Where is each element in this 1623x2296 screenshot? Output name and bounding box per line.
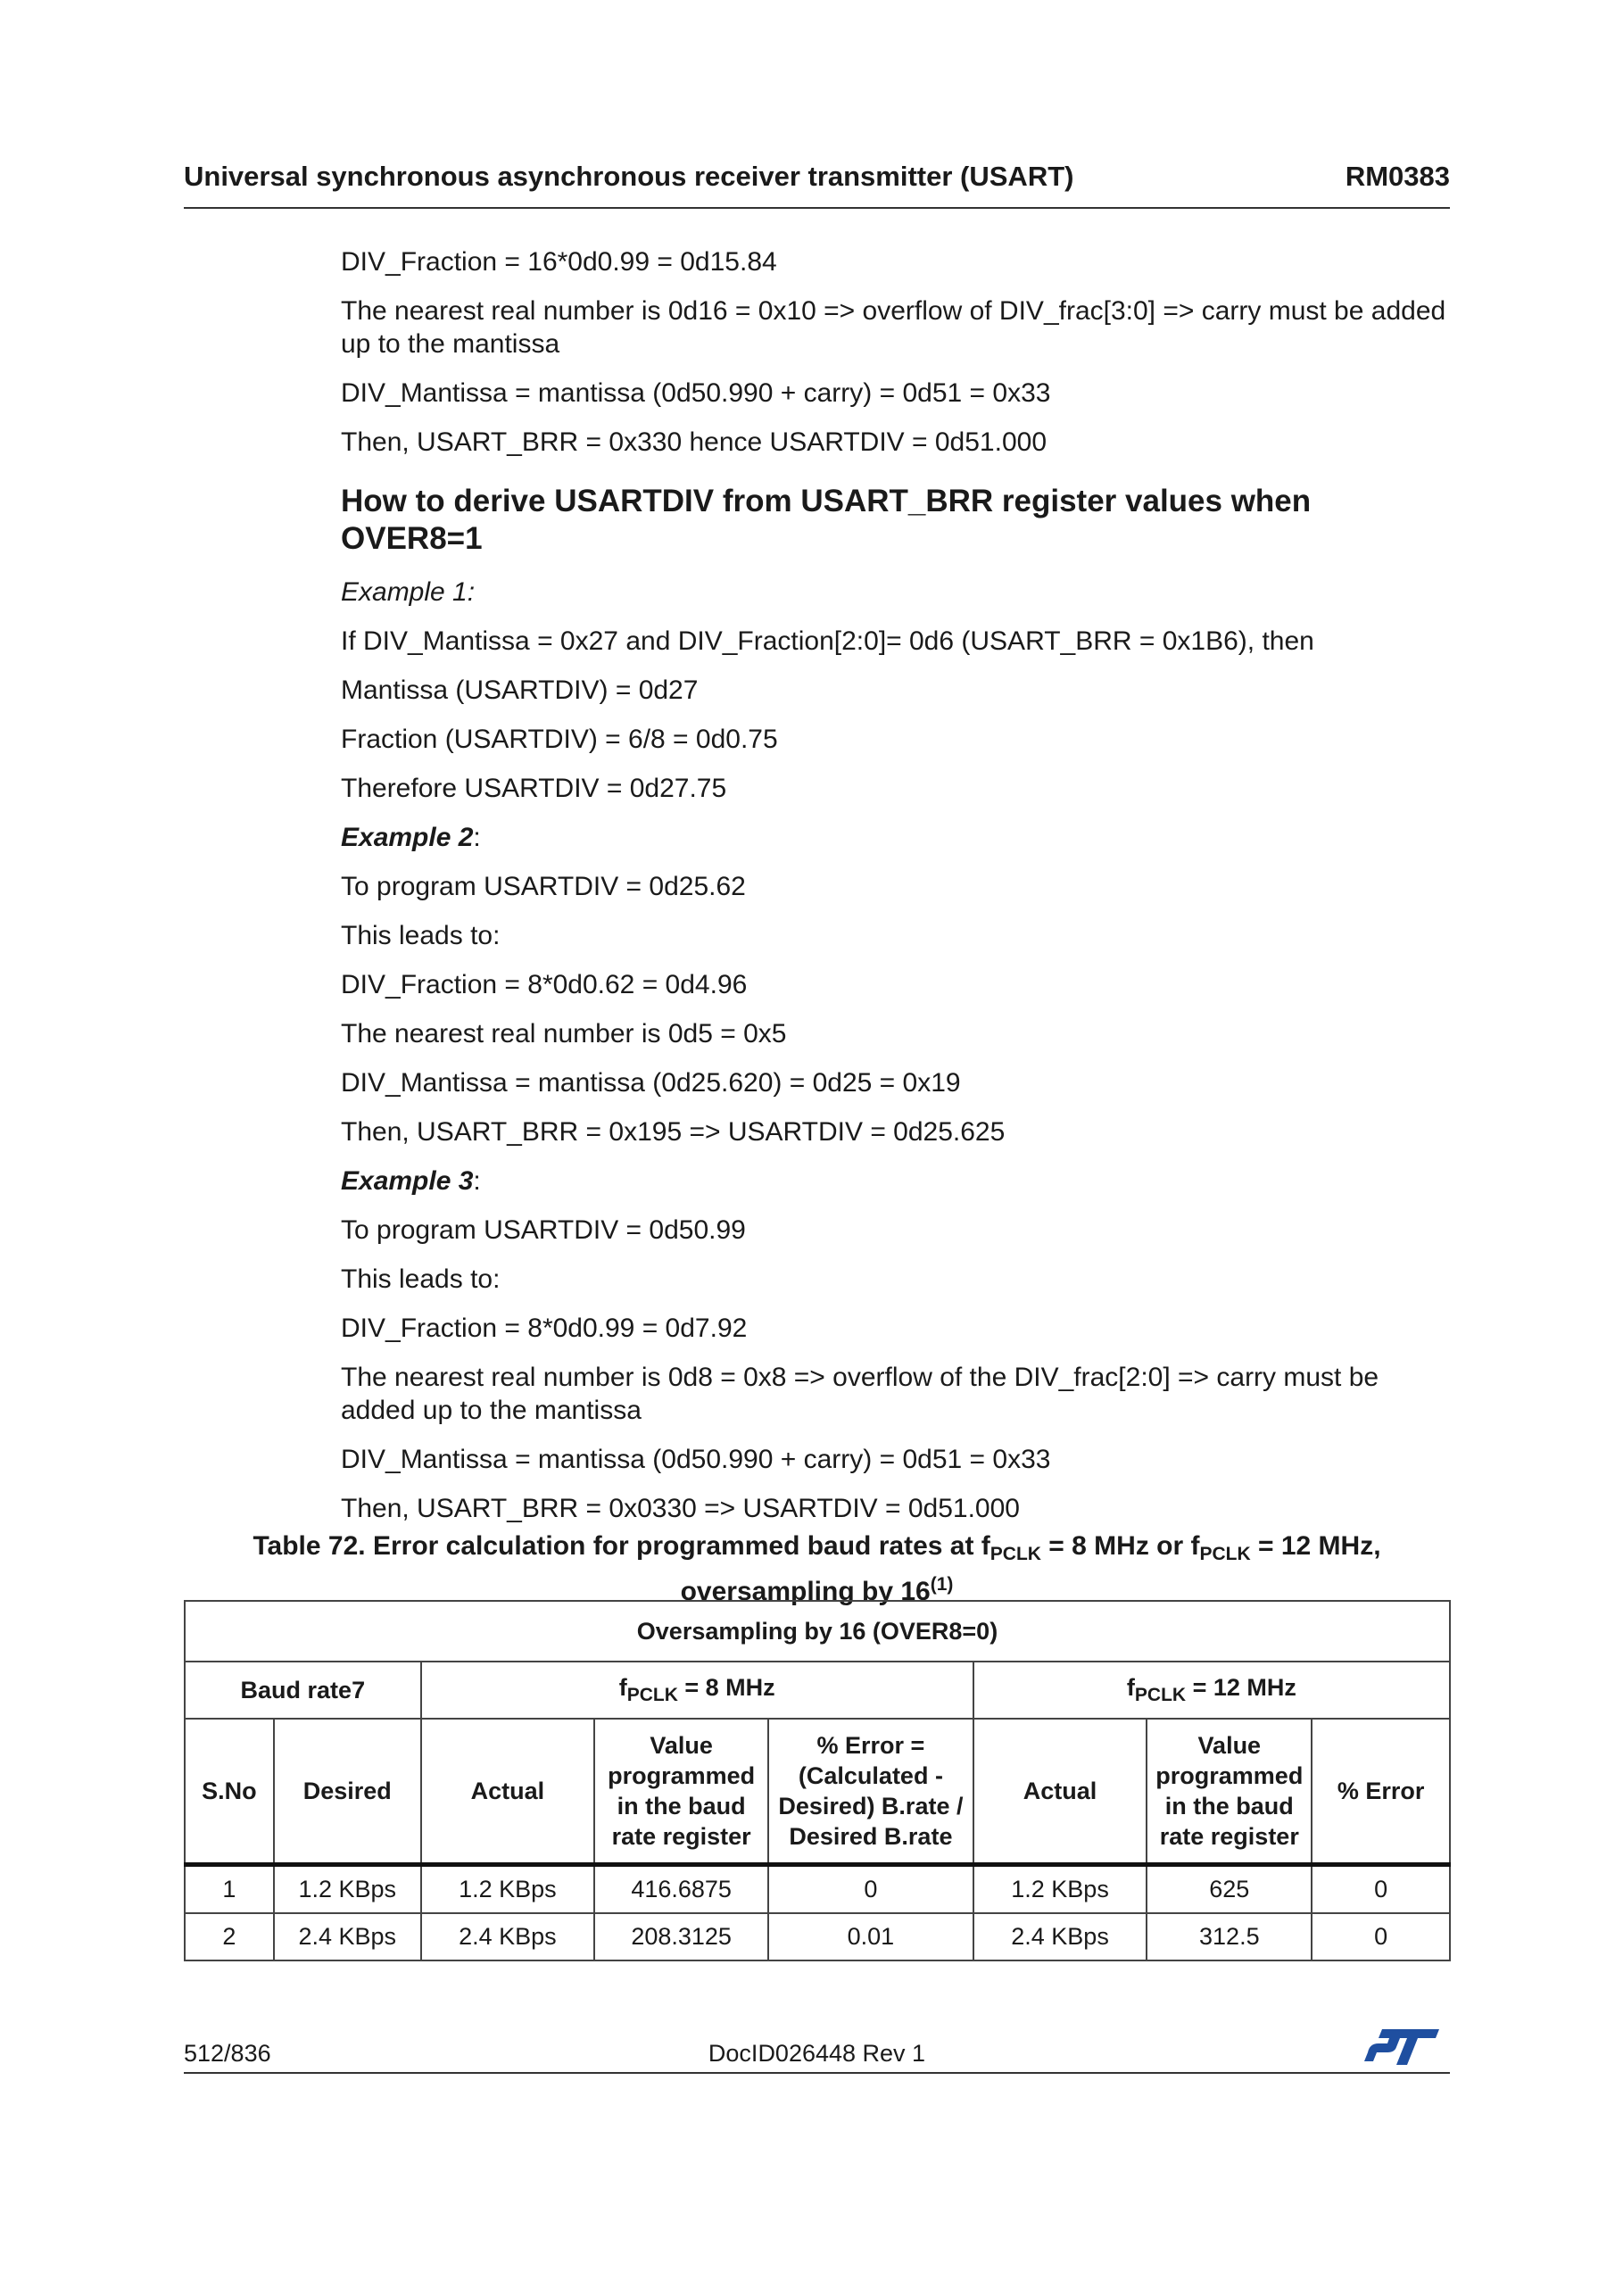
paragraph: DIV_Fraction = 16*0d0.99 = 0d15.84 xyxy=(341,247,777,277)
header-doc-code: RM0383 xyxy=(1345,161,1450,192)
table-caption-line1 xyxy=(184,1531,1450,1570)
paragraph: If DIV_Mantissa = 0x27 and DIV_Fraction[2:0]= 0d6 (USART_BRR = 0x1B6), then xyxy=(341,626,1314,656)
column-header: Value programmed in the baud rate register xyxy=(1147,1719,1312,1865)
st-logo-icon xyxy=(1362,2024,1443,2068)
table-cell: 2.4 KBps xyxy=(421,1913,595,1960)
caption-subscript: PCLK xyxy=(1199,1544,1251,1564)
group-fpclk-12 xyxy=(973,1662,1450,1719)
paragraph: The nearest real number is 0d16 = 0x10 => overflow of DIV_frac[3:0] => carry must be added up to the mantissa xyxy=(341,296,1446,359)
paragraph: Then, USART_BRR = 0x0330 => USARTDIV = 0d51.000 xyxy=(341,1494,1020,1523)
table-cell: 1 xyxy=(185,1865,274,1914)
paragraph: Then, USART_BRR = 0x330 hence USARTDIV = 0d51.000 xyxy=(341,427,1047,457)
caption-text: oversampling by 16 xyxy=(680,1577,931,1606)
section-heading: How to derive USARTDIV from USART_BRR register values when OVER8=1 xyxy=(341,484,1312,556)
table-cell: 0.01 xyxy=(768,1913,973,1960)
column-header: S.No xyxy=(185,1719,274,1865)
group-text: f xyxy=(618,1674,627,1701)
column-header: Actual xyxy=(421,1719,595,1865)
table-cell: 0 xyxy=(1312,1865,1450,1914)
table-caption xyxy=(184,1531,1450,1607)
paragraph: To program USARTDIV = 0d25.62 xyxy=(341,872,746,901)
caption-subscript: PCLK xyxy=(990,1544,1041,1564)
paragraph: This leads to: xyxy=(341,921,501,950)
table-cell: 416.6875 xyxy=(594,1865,768,1914)
baud-rate-error-table xyxy=(184,1600,1451,1961)
group-text: = 12 MHz xyxy=(1186,1674,1296,1701)
paragraph: DIV_Fraction = 8*0d0.99 = 0d7.92 xyxy=(341,1314,748,1343)
doc-id: DocID026448 Rev 1 xyxy=(708,2040,926,2067)
body-text xyxy=(341,245,1456,1541)
paragraph: This leads to: xyxy=(341,1264,501,1294)
example-label-colon: : xyxy=(473,823,481,852)
example-label-colon: : xyxy=(473,1166,481,1196)
paragraph: The nearest real number is 0d5 = 0x5 xyxy=(341,1019,787,1049)
table-title-row xyxy=(185,1601,1450,1662)
paragraph: DIV_Mantissa = mantissa (0d50.990 + carry) = 0d51 = 0x33 xyxy=(341,378,1051,408)
paragraph: The nearest real number is 0d8 = 0x8 => overflow of the DIV_frac[2:0] => carry must be added up to the mantissa xyxy=(341,1363,1379,1425)
column-header: % Error xyxy=(1312,1719,1450,1865)
caption-text: = 8 MHz or f xyxy=(1040,1531,1200,1561)
table-cell: 2 xyxy=(185,1913,274,1960)
header-title: Universal synchronous asynchronous receiver transmitter (USART) xyxy=(184,161,1074,192)
example-label xyxy=(341,1165,1456,1198)
table-header-row xyxy=(185,1719,1450,1865)
table-cell: 1.2 KBps xyxy=(973,1865,1147,1914)
table-cell: 312.5 xyxy=(1147,1913,1312,1960)
group-fpclk-8 xyxy=(421,1662,973,1719)
group-subscript: PCLK xyxy=(1134,1685,1187,1705)
table-cell: 1.2 KBps xyxy=(274,1865,421,1914)
table-cell: 208.3125 xyxy=(594,1913,768,1960)
paragraph: Fraction (USARTDIV) = 6/8 = 0d0.75 xyxy=(341,725,778,754)
group-baud-rate: Baud rate7 xyxy=(185,1662,421,1719)
caption-text: Table 72. Error calculation for programmed baud rates at f xyxy=(253,1531,990,1561)
table-cell: 625 xyxy=(1147,1865,1312,1914)
column-header: Actual xyxy=(973,1719,1147,1865)
example-label xyxy=(341,821,1456,854)
example-label-text: Example 3 xyxy=(341,1166,474,1196)
table-cell: 0 xyxy=(768,1865,973,1914)
table-cell: 1.2 KBps xyxy=(421,1865,595,1914)
column-header: % Error = (Calculated - Desired) B.rate / Desired B.rate xyxy=(768,1719,973,1865)
column-header: Value programmed in the baud rate register xyxy=(594,1719,768,1865)
group-text: = 8 MHz xyxy=(677,1674,775,1701)
page-number: 512/836 xyxy=(184,2040,271,2067)
caption-footnote-ref: (1) xyxy=(930,1574,954,1595)
page-header xyxy=(184,161,1450,209)
paragraph: Mantissa (USARTDIV) = 0d27 xyxy=(341,676,699,705)
paragraph: DIV_Mantissa = mantissa (0d50.990 + carry) = 0d51 = 0x33 xyxy=(341,1445,1051,1474)
page-footer xyxy=(184,2024,1450,2074)
caption-text: = 12 MHz, xyxy=(1250,1531,1381,1561)
paragraph: To program USARTDIV = 0d50.99 xyxy=(341,1215,746,1245)
example-label: Example 1: xyxy=(341,577,476,607)
table-title-cell: Oversampling by 16 (OVER8=0) xyxy=(185,1601,1450,1662)
table-cell: 2.4 KBps xyxy=(973,1913,1147,1960)
table-row xyxy=(185,1865,1450,1914)
table-row xyxy=(185,1913,1450,1960)
paragraph: DIV_Mantissa = mantissa (0d25.620) = 0d25 = 0x19 xyxy=(341,1068,961,1098)
example-label-text: Example 2 xyxy=(341,823,474,852)
paragraph: DIV_Fraction = 8*0d0.62 = 0d4.96 xyxy=(341,970,748,999)
group-text: f xyxy=(1126,1674,1135,1701)
paragraph: Then, USART_BRR = 0x195 => USARTDIV = 0d25.625 xyxy=(341,1117,1006,1147)
column-header: Desired xyxy=(274,1719,421,1865)
table-cell: 0 xyxy=(1312,1913,1450,1960)
group-subscript: PCLK xyxy=(626,1685,678,1705)
table-cell: 2.4 KBps xyxy=(274,1913,421,1960)
table-group-row xyxy=(185,1662,1450,1719)
paragraph: Therefore USARTDIV = 0d27.75 xyxy=(341,774,727,803)
